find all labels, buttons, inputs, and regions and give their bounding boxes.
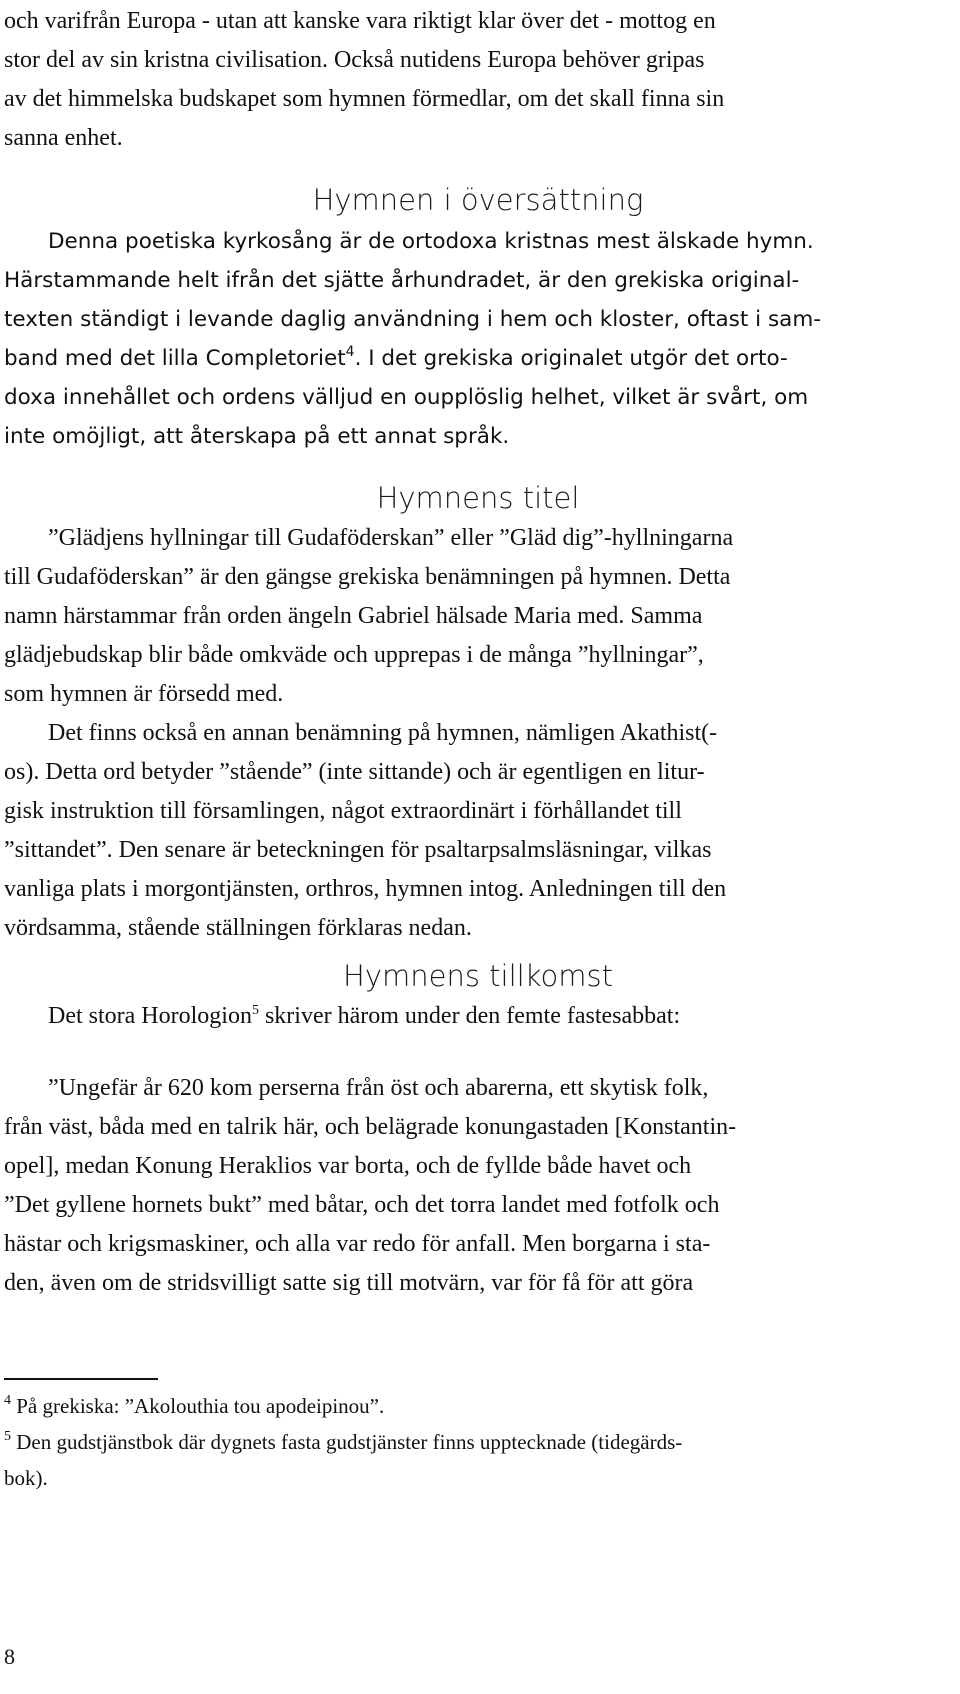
intro-line: av det himmelska budskapet som hymnen förmedlar, om det skall finna sin [4, 86, 725, 112]
translation-paragraph [4, 222, 952, 456]
footnote-number: 5 [4, 1429, 11, 1444]
origin-intro [4, 997, 952, 1036]
quote-line: ”Det gyllene hornets bukt” med båtar, och det torra landet med fotfolk och [4, 1192, 720, 1218]
title-line: ”Glädjens hyllningar till Gudaföderskan” eller ”Gläd dig”-hyllningarna [48, 525, 734, 551]
intro-line: och varifrån Europa - utan att kanske vara riktigt klar över det - mottog en [4, 8, 716, 34]
footnote-5-continued: bok). [4, 1466, 48, 1490]
translation-text: band med det lilla Completoriet [4, 346, 346, 371]
footnote-5 [4, 1424, 952, 1460]
title-line: namn härstammar från orden ängeln Gabriel hälsade Maria med. Samma [4, 603, 703, 629]
footnote-4 [4, 1388, 952, 1424]
footnotes [4, 1388, 952, 1496]
heading-origin: Hymnens tillkomst [343, 959, 613, 993]
origin-intro-line [4, 997, 952, 1036]
translation-line: inte omöjligt, att återskapa på ett annat språk. [4, 424, 510, 449]
title-line: vanliga plats i morgontjänsten, orthros, hymnen intog. Anledningen till den [4, 876, 727, 902]
translation-line: texten ständigt i levande daglig användning i hem och kloster, oftast i sam- [4, 307, 822, 332]
intro-paragraph [4, 2, 952, 158]
quote-line: hästar och krigsmaskiner, och alla var redo för anfall. Men borgarna i sta- [4, 1231, 711, 1257]
intro-line: sanna enhet. [4, 125, 123, 151]
quote-line: opel], medan Konung Heraklios var borta, och de fyllde både havet och [4, 1153, 692, 1179]
footnote-number: 4 [4, 1393, 11, 1408]
translation-line: Härstammande helt ifrån det sjätte århundradet, är den grekiska original- [4, 268, 800, 293]
intro-line: stor del av sin kristna civilisation. Också nutidens Europa behöver gripas [4, 47, 705, 73]
translation-line [4, 339, 952, 378]
translation-line: Denna poetiska kyrkosång är de ortodoxa kristnas mest älskade hymn. [48, 229, 814, 254]
footnote-ref-4: 4 [345, 344, 355, 360]
title-line: gisk instruktion till församlingen, något extraordinärt i förhållandet till [4, 798, 682, 824]
footnote-text: På grekiska: ”Akolouthia tou apodeipinou”. [16, 1394, 385, 1418]
quote-line: ”Ungefär år 620 kom perserna från öst och abarerna, ett skytisk folk, [48, 1075, 709, 1101]
quote-line: den, även om de stridsvilligt satte sig till motvärn, var för få för att göra [4, 1270, 694, 1296]
translation-line: doxa innehållet och ordens välljud en oupplöslig helhet, vilket är svårt, om [4, 385, 809, 410]
title-line: Det finns också en annan benämning på hymnen, nämligen Akathist(- [48, 720, 718, 746]
title-line: glädjebudskap blir både omkväde och upprepas i de många ”hyllningar”, [4, 642, 704, 668]
title-line: ”sittandet”. Den senare är beteckningen för psaltarpsalmsläsningar, vilkas [4, 837, 712, 863]
origin-intro-text: Det stora Horologion [48, 1003, 252, 1029]
title-line: os). Detta ord betyder ”stående” (inte sittande) och är egentligen en litur- [4, 759, 705, 785]
footnote-divider [4, 1378, 158, 1380]
origin-intro-text: skriver härom under den femte fastesabbat: [258, 1003, 681, 1029]
origin-quote [4, 1069, 952, 1303]
title-line: som hymnen är försedd med. [4, 681, 284, 707]
heading-translation: Hymnen i översättning [312, 183, 644, 217]
heading-title: Hymnens titel [376, 481, 580, 515]
title-line: vördsamma, stående ställningen förklaras nedan. [4, 915, 472, 941]
page-number: 8 [4, 1644, 15, 1669]
title-paragraph-2 [4, 714, 952, 948]
quote-line: från väst, båda med en talrik här, och belägrade konungastaden [Konstantin- [4, 1114, 737, 1140]
footnote-text: Den gudstjänstbok där dygnets fasta gudstjänster finns upptecknade (tidegärds- [16, 1430, 683, 1454]
footnote-ref-5: 5 [251, 1003, 259, 1018]
title-line: till Gudaföderskan” är den gängse grekiska benämningen på hymnen. Detta [4, 564, 731, 590]
translation-text: . I det grekiska originalet utgör det orto- [354, 346, 788, 371]
title-paragraph-1 [4, 519, 952, 714]
